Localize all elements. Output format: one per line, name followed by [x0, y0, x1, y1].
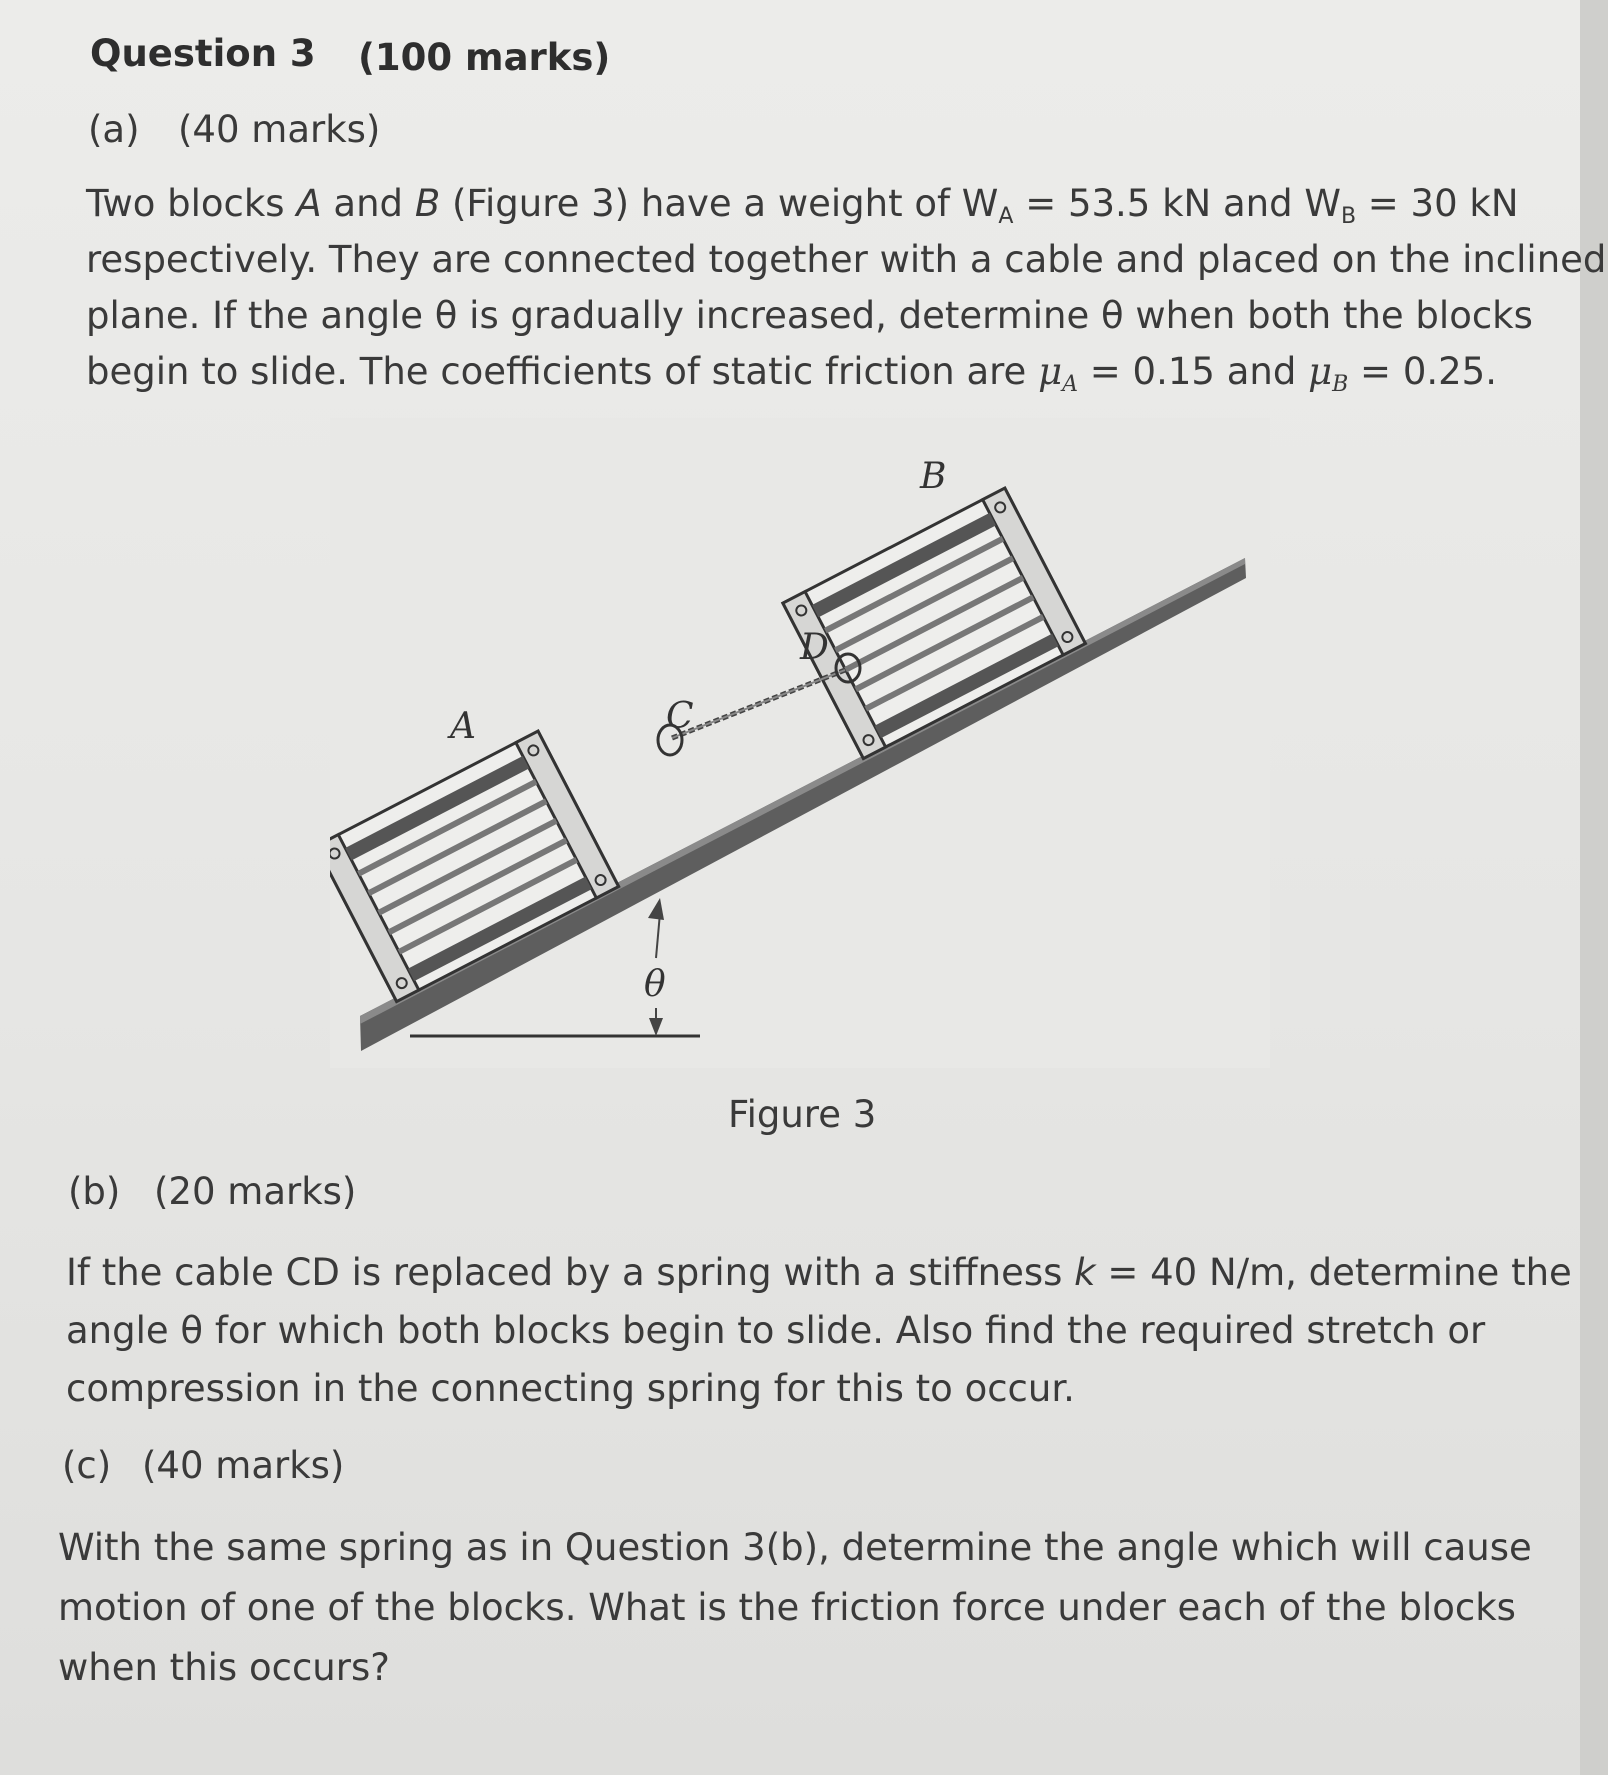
block-b — [783, 488, 1085, 758]
label-d: D — [800, 627, 829, 668]
label-c: C — [666, 696, 694, 737]
part-a-line-4: begin to slide. The coefficients of static friction are $\mu_A = 0.15$ and $\mu_B = 0.25$. — [86, 350, 1497, 397]
part-a-line-3: plane. If the angle θ is gradually increased, determine θ when both the blocks — [86, 294, 1533, 337]
part-b-line-1: If the cable CD is replaced by a spring with a stiffness k = 40 N/m, determine the — [66, 1251, 1572, 1294]
part-b-marks: (20 marks) — [154, 1170, 357, 1213]
part-a-text — [86, 176, 1606, 400]
part-a-label: (a) — [88, 108, 140, 151]
part-b-line-2: angle θ for which both blocks begin to slide. Also find the required stretch or — [66, 1309, 1486, 1352]
part-b-line-3: compression in the connecting spring for this to occur. — [66, 1367, 1075, 1410]
part-c-marks: (40 marks) — [142, 1444, 345, 1487]
label-theta: θ — [644, 964, 666, 1005]
part-b-label: (b) — [68, 1170, 121, 1213]
part-c-line-1: With the same spring as in Question 3(b), determine the angle which will cause — [58, 1526, 1532, 1569]
part-c-line-2: motion of one of the blocks. What is the friction force under each of the blocks — [58, 1586, 1516, 1629]
label-a: A — [450, 706, 476, 747]
part-a-line-2: respectively. They are connected together with a cable and placed on the inclined — [86, 238, 1607, 281]
question-title: Question 3 — [90, 32, 316, 75]
part-b-text — [66, 1244, 1572, 1418]
part-c-line-3: when this occurs? — [58, 1646, 390, 1689]
part-c-text — [58, 1518, 1532, 1698]
figure-caption: Figure 3 — [728, 1093, 877, 1136]
block-a — [330, 731, 619, 1001]
label-b: B — [920, 456, 947, 497]
part-a-line-1: Two blocks A and B (Figure 3) have a weight of $W_A = 53.5$ kN and $W_B = 30$ kN — [86, 182, 1519, 229]
part-c-label: (c) — [62, 1444, 112, 1487]
figure-3-diagram — [330, 418, 1270, 1068]
question-marks: (100 marks) — [358, 36, 611, 79]
part-a-marks: (40 marks) — [178, 108, 381, 151]
